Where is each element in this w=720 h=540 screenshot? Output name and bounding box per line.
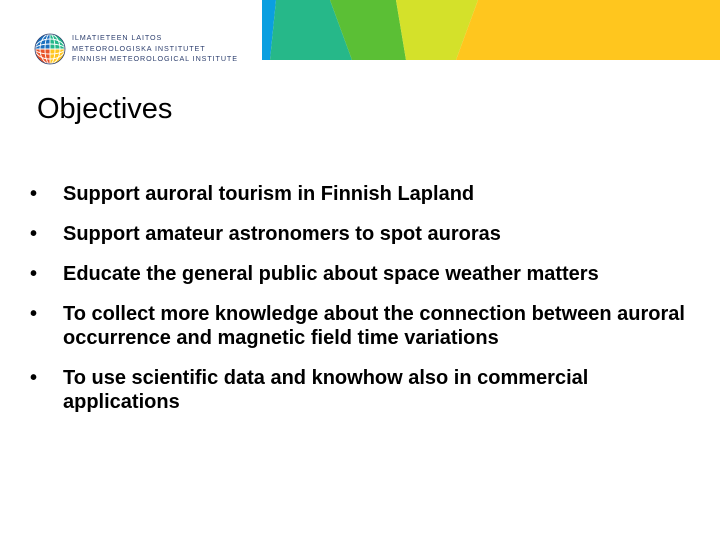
logo-text: [72, 33, 238, 65]
banner-yellow-stripe: [456, 0, 720, 60]
bullet-icon: •: [30, 223, 38, 245]
logo-line-fi: ILMATIETEEN LAITOS: [72, 33, 163, 42]
bullet-icon: •: [30, 303, 38, 325]
list-item: [30, 222, 690, 246]
slide-title: Objectives: [37, 93, 173, 125]
list-item-text: To collect more knowledge about the connection between auroral occurrence and magnetic field time variations: [63, 303, 685, 349]
list-item: [30, 302, 690, 350]
fmi-logo: [32, 31, 242, 67]
list-item-text: To use scientific data and knowhow also in commercial applications: [63, 367, 589, 413]
list-item: [30, 182, 690, 206]
logo-line-en: FINNISH METEOROLOGICAL INSTITUTE: [72, 54, 238, 63]
list-item: [30, 262, 690, 286]
bullet-icon: •: [30, 367, 38, 389]
bullet-icon: •: [30, 183, 38, 205]
list-item-text: Support amateur astronomers to spot auroras: [63, 223, 501, 245]
slide-header: [0, 0, 720, 72]
list-item-text: Support auroral tourism in Finnish Lapland: [63, 183, 475, 205]
fmi-globe-icon: [32, 31, 68, 67]
list-item: [30, 366, 690, 414]
objectives-list: [30, 182, 690, 430]
bullet-icon: •: [30, 263, 38, 285]
list-item-text: Educate the general public about space weather matters: [63, 263, 599, 285]
logo-line-sv: METEOROLOGISKA INSTITUTET: [72, 43, 206, 53]
